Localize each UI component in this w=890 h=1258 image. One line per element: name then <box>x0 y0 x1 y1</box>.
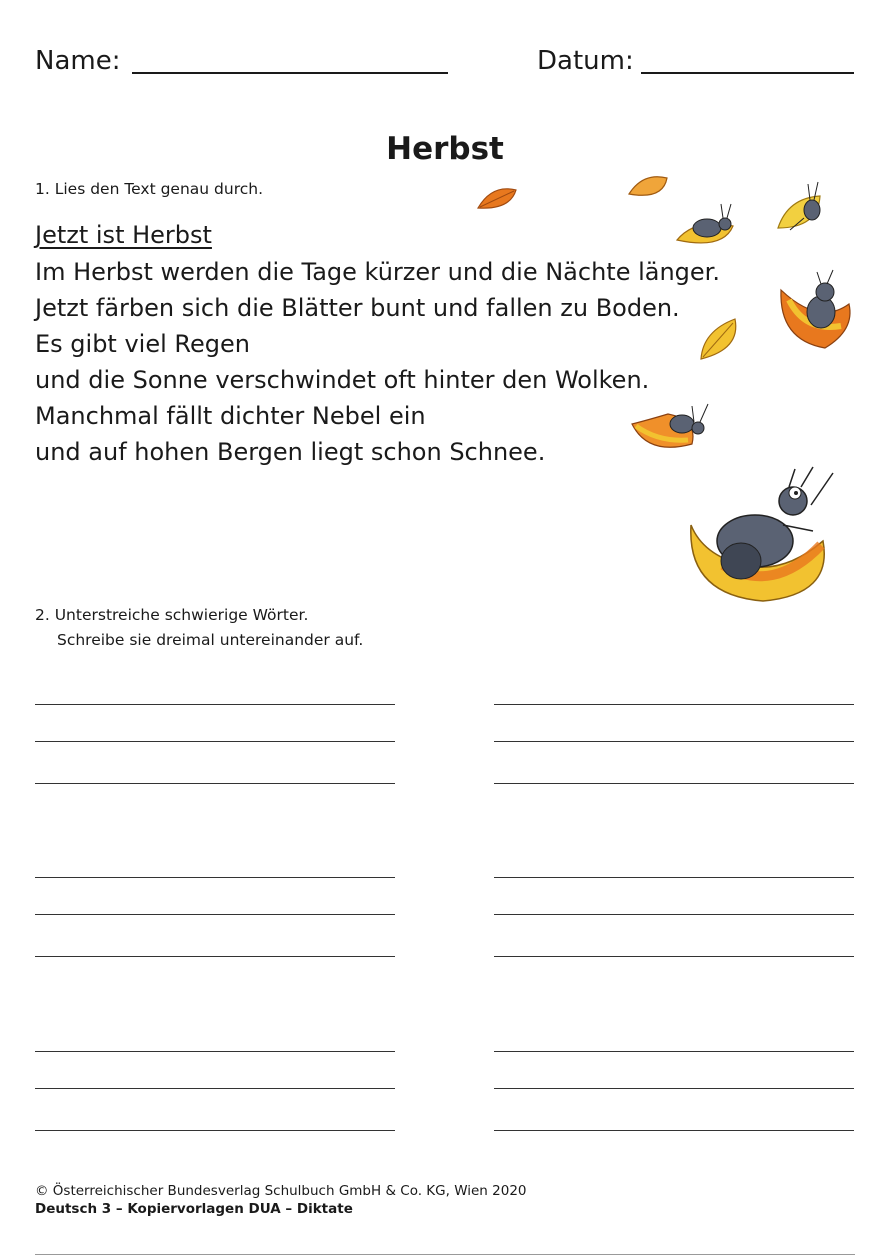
writing-line[interactable] <box>35 704 395 705</box>
copyright-notice: © Österreichischer Bundesverlag Schulbuch GmbH & Co. KG, Wien 2020 <box>35 1183 527 1199</box>
writing-line[interactable] <box>494 914 854 915</box>
writing-line[interactable] <box>35 1130 395 1131</box>
writing-line[interactable] <box>494 1130 854 1131</box>
task-2-instruction: 2. Unterstreiche schwierige Wörter. <box>35 606 309 624</box>
writing-line[interactable] <box>494 956 854 957</box>
bug-on-leaf-illustration <box>628 400 718 460</box>
writing-line[interactable] <box>494 1051 854 1052</box>
story-line: Manchmal fällt dichter Nebel ein <box>35 402 426 430</box>
story-line: und auf hohen Bergen liegt schon Schnee. <box>35 438 546 466</box>
writing-line[interactable] <box>35 914 395 915</box>
bug-on-leaf-illustration <box>768 178 838 243</box>
task-1-instruction: 1. Lies den Text genau durch. <box>35 180 264 198</box>
leaf-illustration <box>695 315 745 370</box>
leaf-illustration <box>470 180 530 220</box>
name-field[interactable] <box>132 72 448 74</box>
bug-on-leaf-illustration <box>683 465 853 610</box>
writing-line[interactable] <box>35 877 395 878</box>
story-line: Im Herbst werden die Tage kürzer und die Nächte länger. <box>35 258 720 286</box>
series-label: Deutsch 3 – Kopiervorlagen DUA – Diktate <box>35 1201 353 1217</box>
story-line: und die Sonne verschwindet oft hinter den Wolken. <box>35 366 650 394</box>
writing-line[interactable] <box>35 1088 395 1089</box>
writing-line[interactable] <box>494 1088 854 1089</box>
page-title: Herbst <box>386 131 504 167</box>
writing-line[interactable] <box>494 704 854 705</box>
writing-line[interactable] <box>494 877 854 878</box>
story-line: Es gibt viel Regen <box>35 330 250 358</box>
writing-line[interactable] <box>494 783 854 784</box>
bug-on-leaf-illustration <box>775 270 865 360</box>
date-field[interactable] <box>641 72 854 74</box>
writing-line[interactable] <box>35 741 395 742</box>
task-2-instruction-cont: Schreibe sie dreimal untereinander auf. <box>57 631 364 649</box>
story-title: Jetzt ist Herbst <box>35 221 212 249</box>
name-label: Name: <box>35 46 121 76</box>
bug-on-leaf-illustration <box>675 200 745 255</box>
story-line: Jetzt färben sich die Blätter bunt und fallen zu Boden. <box>35 294 680 322</box>
leaf-illustration <box>625 172 675 212</box>
writing-line[interactable] <box>494 741 854 742</box>
writing-line[interactable] <box>35 1051 395 1052</box>
date-label: Datum: <box>537 46 634 76</box>
writing-line[interactable] <box>35 956 395 957</box>
bottom-divider <box>35 1254 855 1255</box>
writing-line[interactable] <box>35 783 395 784</box>
